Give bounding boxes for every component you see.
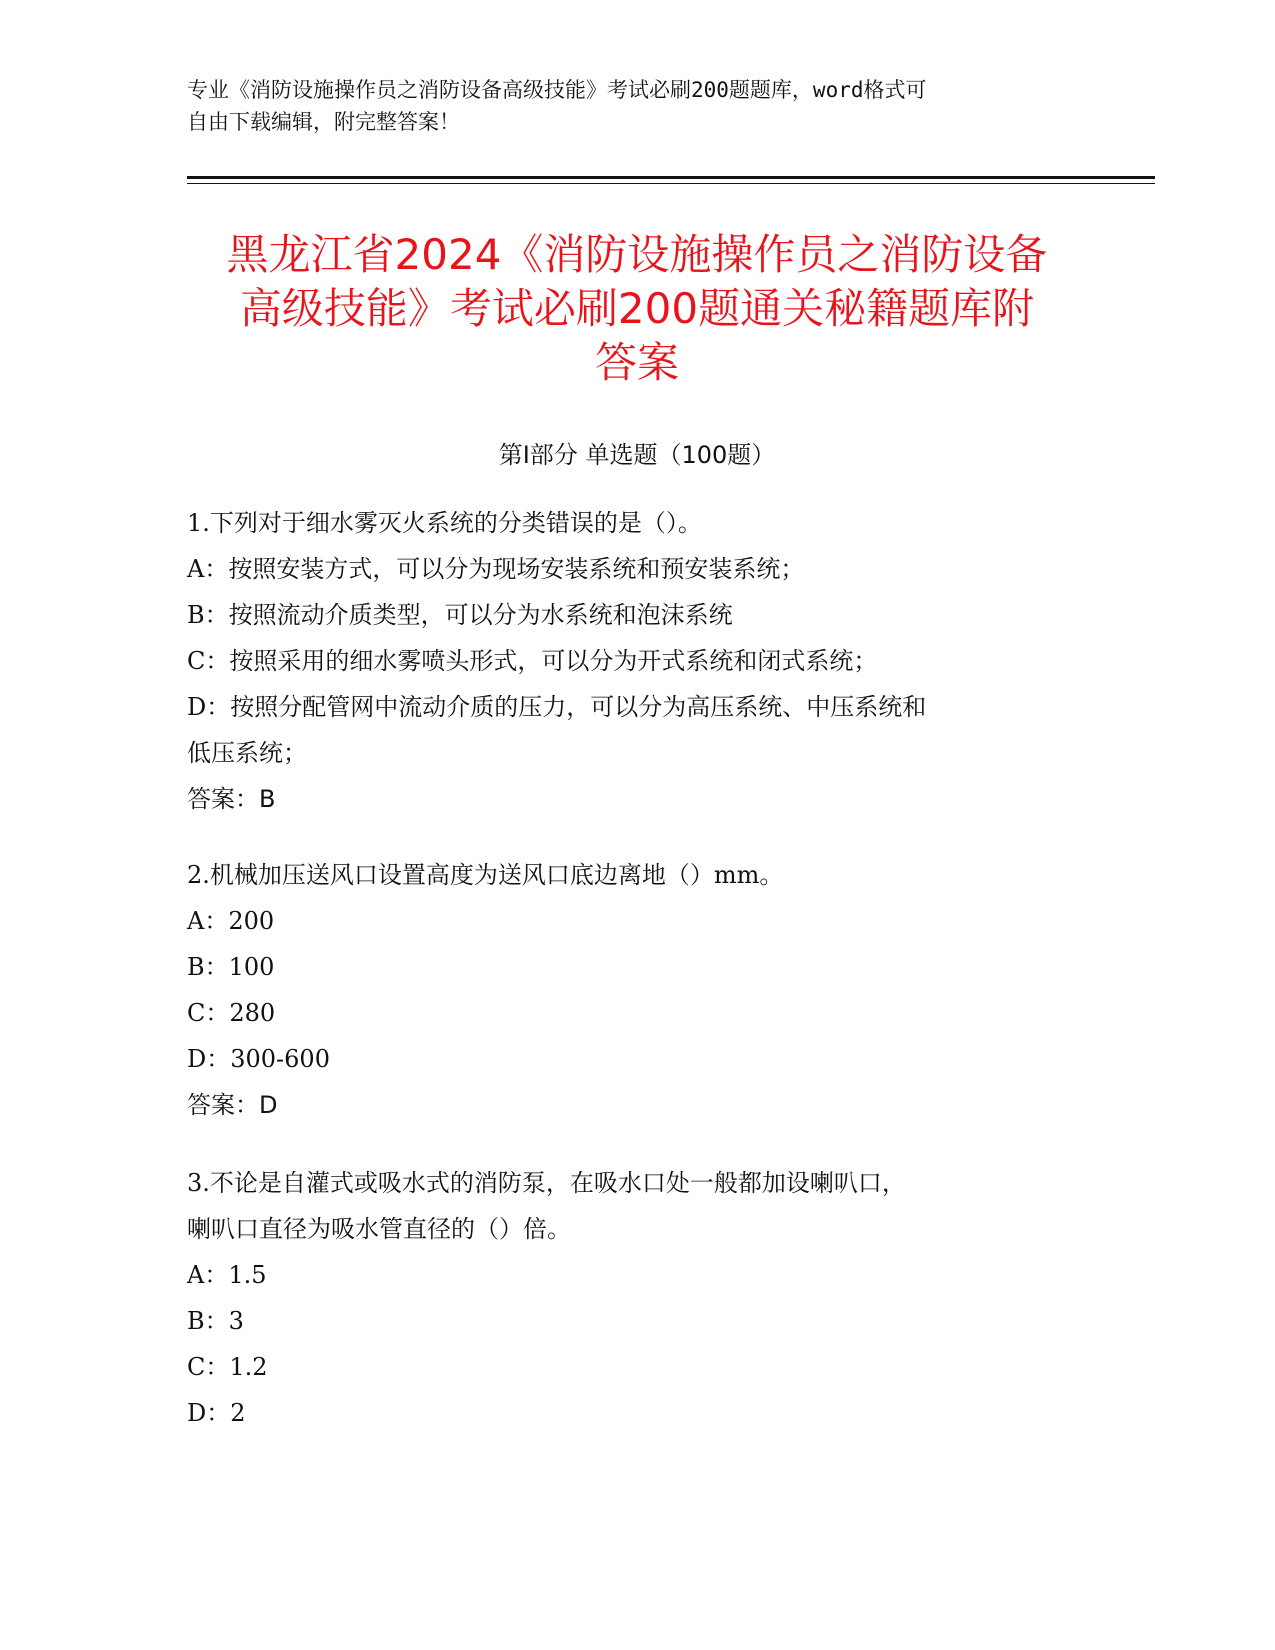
header-note-line: 专业《消防设施操作员之消防设备高级技能》考试必刷200题题库，word格式可 <box>187 78 927 102</box>
title-line: 高级技能》考试必刷200题通关秘籍题库附 <box>239 284 1035 333</box>
document-title <box>187 228 1087 390</box>
option-d: D：按照分配管网中流动介质的压力，可以分为高压系统、中压系统和 <box>187 693 927 721</box>
header-note <box>187 74 1067 138</box>
option-b: B：3 <box>187 1307 244 1335</box>
option-a: A：200 <box>187 907 275 935</box>
option-b: B：按照流动介质类型，可以分为水系统和泡沫系统 <box>187 601 733 629</box>
question-stem: 2.机械加压送风口设置高度为送风口底边离地（）mm。 <box>187 861 784 889</box>
question-stem: 1.下列对于细水雾灭火系统的分类错误的是（）。 <box>187 509 702 537</box>
question-1 <box>187 500 1087 822</box>
title-line: 答案 <box>594 338 679 387</box>
question-stem-continued: 喇叭口直径为吸水管直径的（）倍。 <box>187 1215 571 1243</box>
answer-line: 答案：D <box>187 1091 278 1119</box>
option-c: C：1.2 <box>187 1353 268 1381</box>
option-b: B：100 <box>187 953 275 981</box>
question-stem: 3.不论是自灌式或吸水式的消防泵，在吸水口处一般都加设喇叭口， <box>187 1169 906 1197</box>
option-a: A：1.5 <box>187 1261 267 1289</box>
section-heading: 第Ⅰ部分 单选题（100题） <box>498 441 776 469</box>
option-a: A：按照安装方式，可以分为现场安装系统和预安装系统； <box>187 555 805 583</box>
option-d-continued: 低压系统； <box>187 739 307 767</box>
question-3 <box>187 1160 1087 1436</box>
header-divider-thin <box>187 183 1155 184</box>
option-d: D：300-600 <box>187 1045 330 1073</box>
title-line: 黑龙江省2024《消防设施操作员之消防设备 <box>226 230 1048 279</box>
answer-line: 答案：B <box>187 785 276 813</box>
option-c: C：280 <box>187 999 276 1027</box>
header-note-line: 自由下载编辑，附完整答案！ <box>187 110 460 134</box>
option-c: C：按照采用的细水雾喷头形式，可以分为开式系统和闭式系统； <box>187 647 878 675</box>
question-2 <box>187 852 1087 1128</box>
option-d: D：2 <box>187 1399 246 1427</box>
header-divider-thick <box>187 176 1155 179</box>
